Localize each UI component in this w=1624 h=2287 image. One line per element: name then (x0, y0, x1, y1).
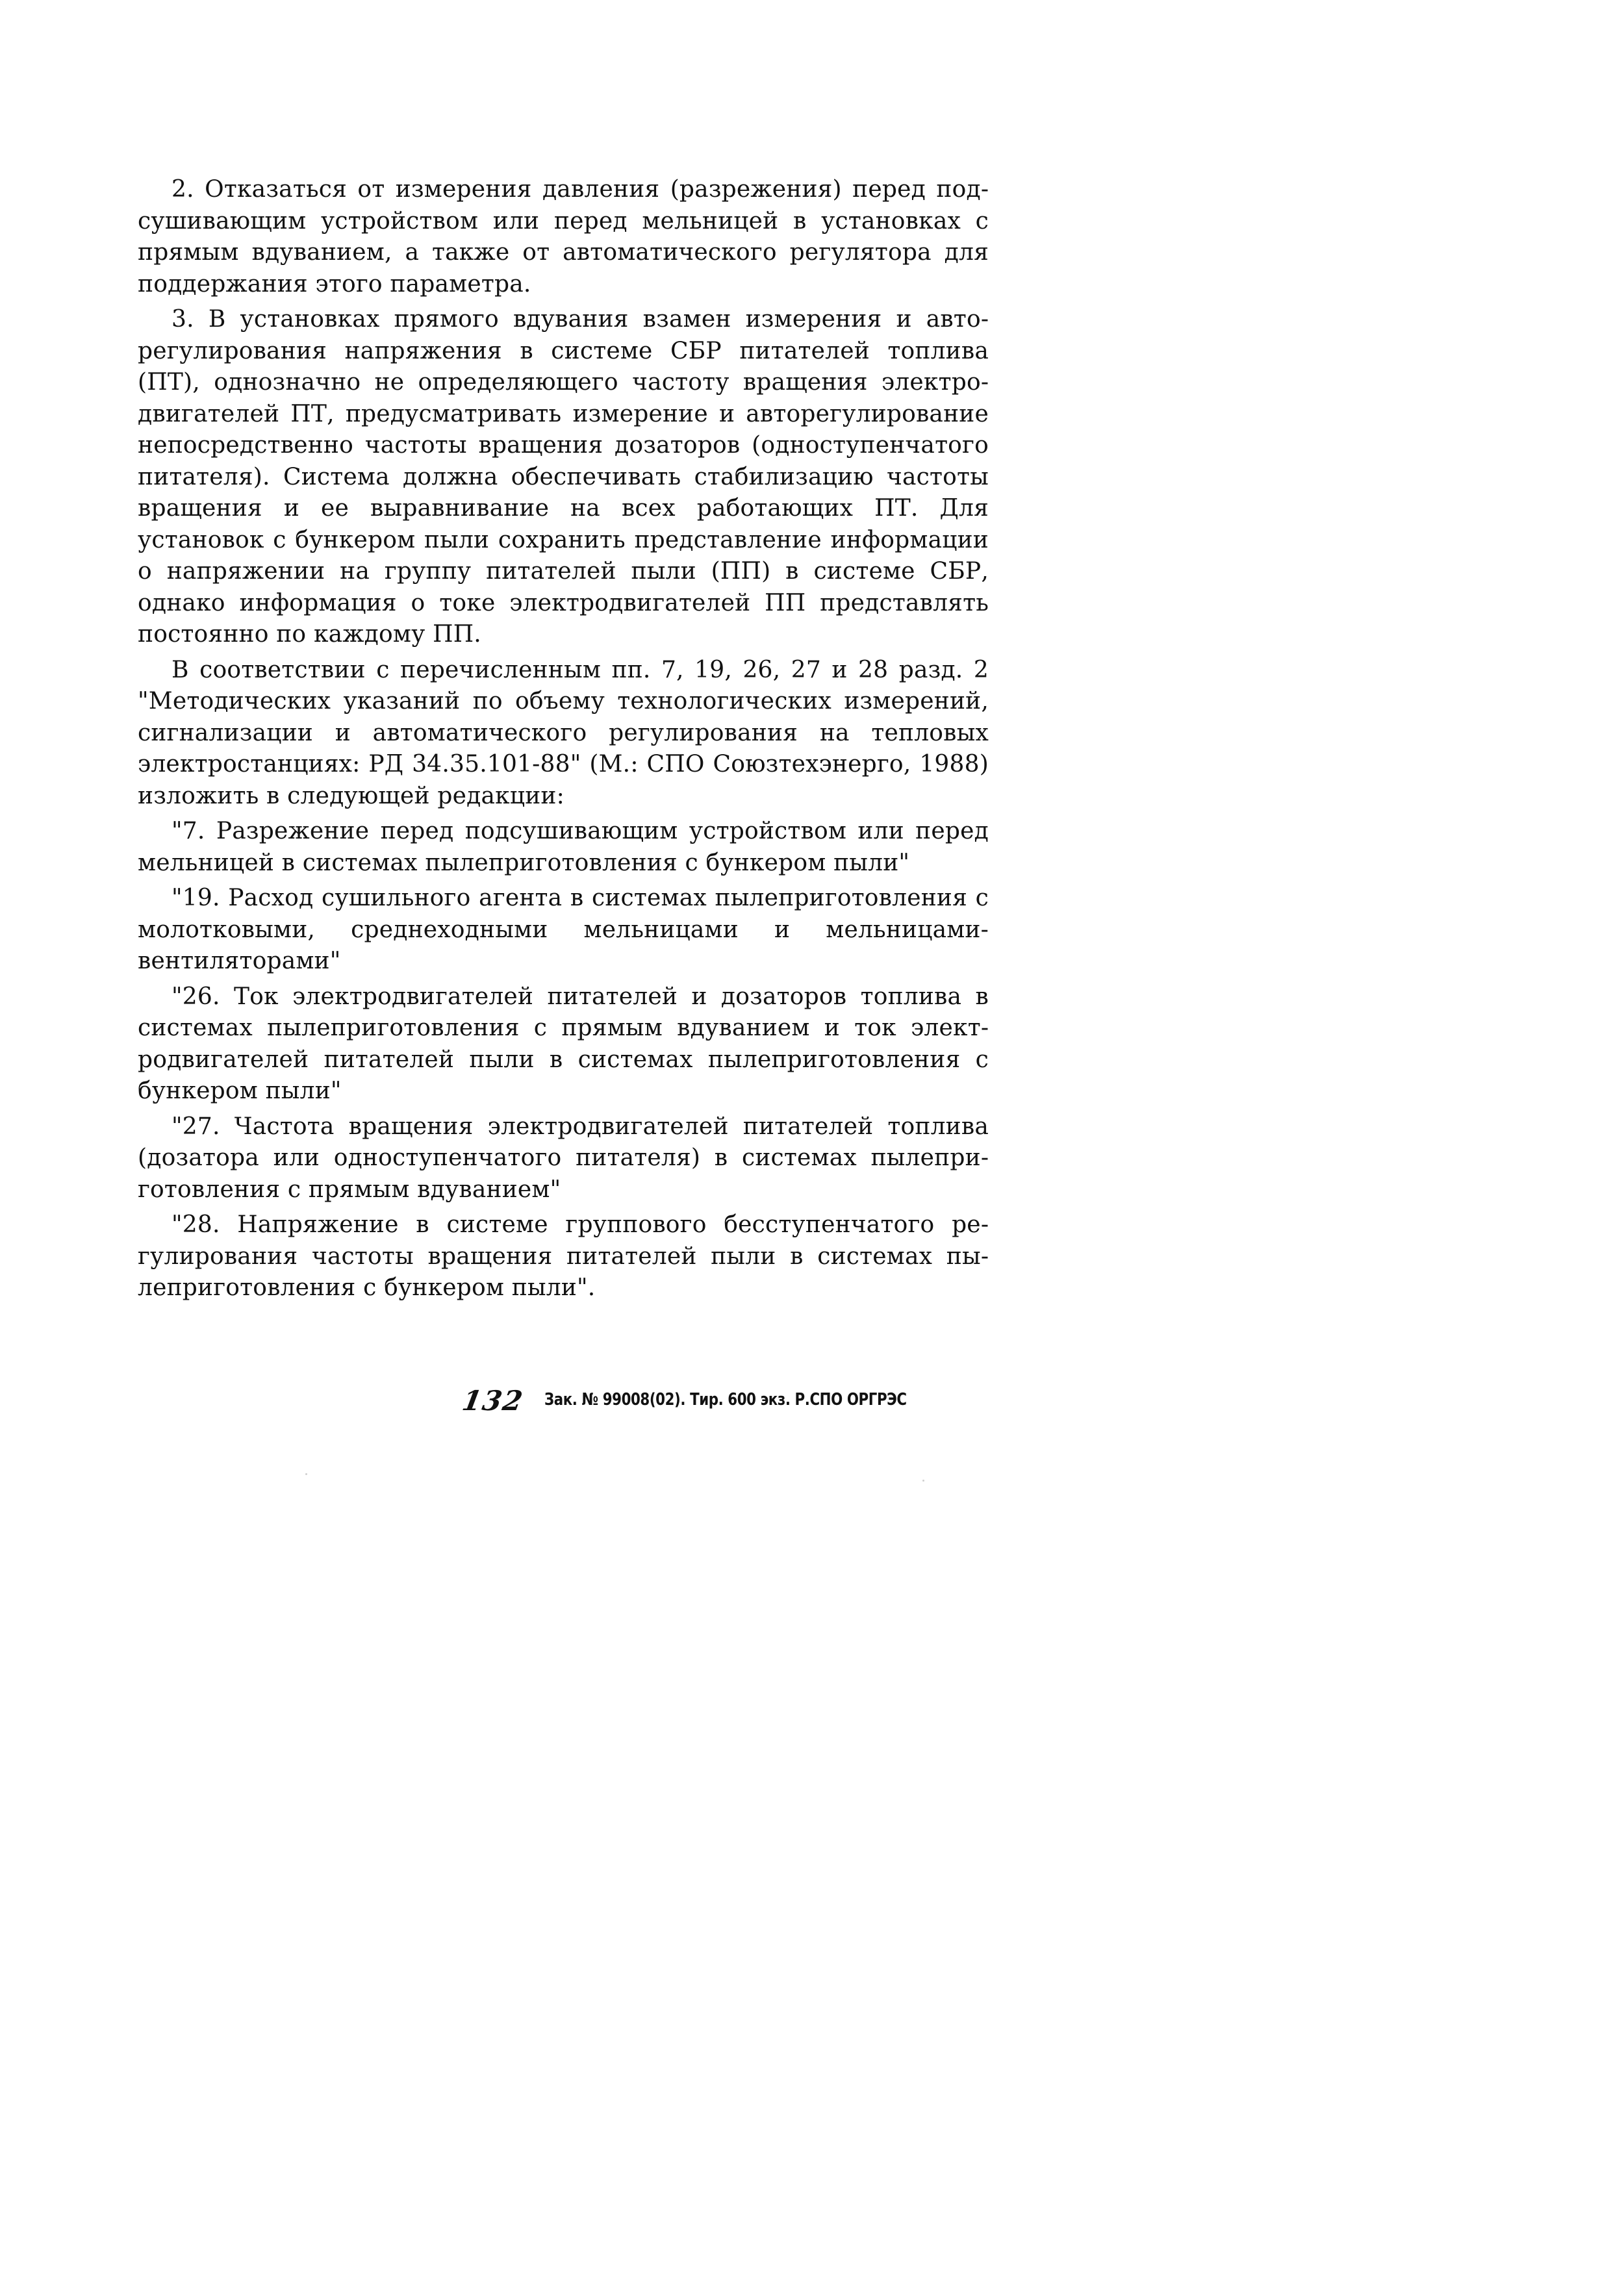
page-footer (0, 1385, 1624, 1424)
paragraph-item-7: "7. Разрежение перед подсушивающим устройством или перед мельницей в системах пылеприготовления с бункером пыли" (138, 818, 989, 876)
paragraph-item-27: "27. Частота вращения электродвигателей питателей топлива (дозатора или одноступенчатого питателя) в системах пылеприготовления с прямым вдуванием" (138, 1113, 989, 1203)
paragraph-3: 3. В установках прямого вдувания взамен измерения и авторегулирования напряжения в системе СБР питателей топлива (ПТ), однозначно не определяющего частоту вращения электродвигателей ПТ, предусматривать измерение и авторегулирование непосредственно частоты вращения дозаторов (одноступенчатого питателя). Система должна обеспечивать стабилизацию частоты вращения и ее выравнивание на всех работающих ПТ. Для установок с бункером пыли сохранить представление информации о напряжении на группу питателей пыли (ПП) в системе СБР, однако информация о токе электродвигателей ПП представлять постоянно по каждому ПП. (138, 306, 989, 648)
handwritten-page-number: 132 (459, 1385, 526, 1417)
print-imprint: Зак. № 99008(02). Тир. 600 экз. Р.СПО ОРГРЭС (544, 1390, 907, 1409)
body-text (138, 174, 989, 1308)
paragraph-item-26: "26. Ток электродвигателей питателей и дозаторов топлива в системах пылеприготовления с прямым вдуванием и ток электродвигателей питателей пыли в системах пылеприготовления с бункером пыли" (138, 983, 989, 1104)
paragraph-item-19: "19. Расход сушильного агента в системах пылеприготовления с молотковыми, среднеходными мельницами и мельницами-вентиляторами" (138, 885, 989, 974)
scan-speck (922, 1480, 924, 1482)
paragraph-item-28: "28. Напряжение в системе группового бесступенчатого регулирования частоты вращения питателей пыли в системах пылеприготовления с бункером пыли". (138, 1211, 989, 1301)
paragraph-2: 2. Отказаться от измерения давления (разрежения) перед подсушивающим устройством или перед мельницей в установках с прямым вдуванием, а также от автоматического регулятора для поддержания этого параметра. (138, 176, 989, 297)
paragraph-amendment-intro: В соответствии с перечисленным пп. 7, 19, 26, 27 и 28 разд. 2 "Методических указаний по объему технологических измерений, сигнализации и автоматического регулирования на тепловых электростанциях: РД 34.35.101-88" (М.: СПО Союзтехэнерго, 1988) изложить в следующей редакции: (138, 656, 989, 809)
scan-speck (305, 1473, 307, 1475)
